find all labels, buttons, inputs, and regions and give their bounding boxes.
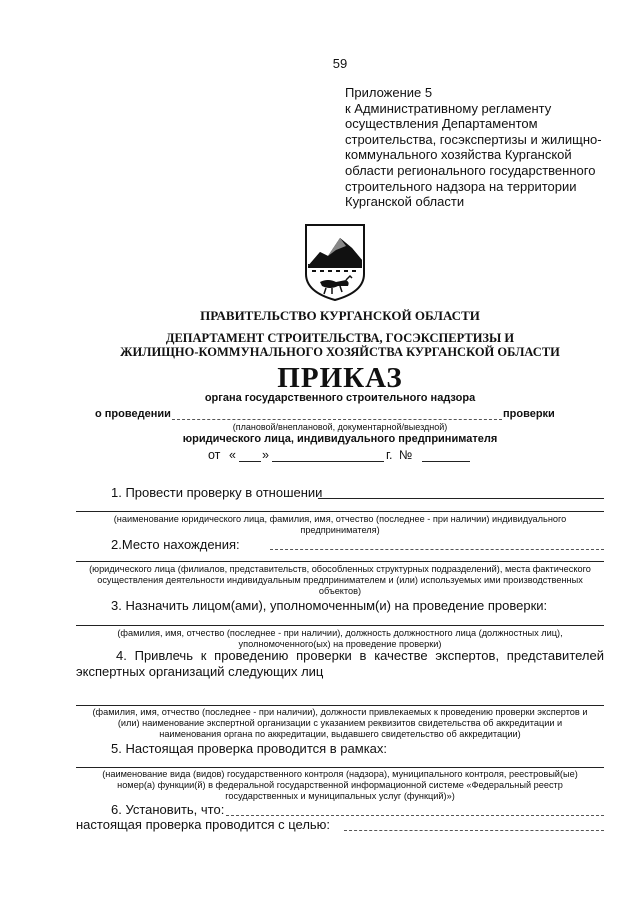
item-3-text: 3. Назначить лицом(ами), уполномоченным(и) на проведение проверки: [111,598,548,613]
caption-line: предпринимателя) [300,525,380,535]
item-4-text-line2: экспертных организаций следующих лиц [76,664,324,679]
government-name: ПРАВИТЕЛЬСТВО КУРГАНСКОЙ ОБЛАСТИ [200,308,480,323]
item-4-caption [76,707,604,740]
date-open-quote: « [229,448,236,462]
document-subtitle: органа государственного строительного надзора [204,392,476,404]
caption-line: государственных и муниципальных услуг (функций)») [225,791,455,801]
appendix-line: области регионального государственного [345,162,596,178]
item-2-field-line[interactable] [76,561,604,562]
year-suffix: г. [386,448,393,462]
department-line: ЖИЛИЩНО-КОММУНАЛЬНОГО ХОЗЯЙСТВА КУРГАНСКОЙ ОБЛАСТИ [120,345,560,359]
item-3-caption [76,628,604,650]
subject-line: юридического лица, индивидуального предпринимателя [182,433,498,445]
caption-line: (фамилия, имя, отчество (последнее - при наличии), должность должностного лица (должностных лиц), [117,628,563,638]
caption-line: уполномоченного(ых) на проведение проверки) [238,639,442,649]
day-field[interactable] [239,461,261,462]
item-3-field-line[interactable] [76,625,604,626]
item-2-text: 2.Место нахождения: [111,537,240,552]
appendix-line: к Административному регламенту [345,100,552,116]
check-type-hint: (плановой/внеплановой, документарной/выездной) [232,422,448,432]
caption-line: (наименование вида (видов) государственного контроля (надзора), муниципального контроля, реестровый(ые) [102,769,578,779]
caption-line: (фамилия, имя, отчество (последнее - при наличии), должности привлекаемых к проведению проверки экспертов и [92,707,588,717]
appendix-line: строительства, госэкспертизы и жилищно- [345,131,602,147]
caption-line: (или) наименование экспертной организации с указанием реквизитов свидетельства об аккредитации и [117,718,563,728]
appendix-line: коммунального хозяйства Курганской [345,147,572,163]
number-sign: № [399,448,413,462]
order-number-field[interactable] [422,461,470,462]
item-6-field[interactable] [226,815,604,816]
item-5-field-line[interactable] [76,767,604,768]
item-6-goal: настоящая проверка проводится с целью: [76,817,331,832]
item-6-goal-field[interactable] [344,830,604,831]
caption-line: объектов) [318,586,362,596]
item-4-field-line[interactable] [76,705,604,706]
about-prefix: о проведении [95,408,171,420]
item-1-field[interactable] [318,498,604,499]
about-suffix: проверки [503,408,555,420]
caption-line: номер(а) функции(й) в федеральной государственной информационной системе «Федеральный реестр [117,780,563,790]
month-year-field[interactable] [272,461,384,462]
item-2-field[interactable] [270,549,604,550]
date-number-row [208,448,508,464]
date-close-quote: » [262,448,269,462]
appendix-line: Приложение 5 [345,85,433,100]
item-5-text: 5. Настоящая проверка проводится в рамках: [111,741,388,756]
item-5-caption [76,769,604,802]
coat-of-arms-icon [302,222,368,302]
caption-line: наименования органа по аккредитации, выдавшего свидетельство об аккредитации) [159,729,521,739]
department-name [90,331,590,359]
caption-line: (юридического лица (филиалов, представительств, обособленных структурных подразделений), места фактического [89,564,591,574]
page-number: 59 [332,56,348,71]
item-6-text: 6. Установить, что: [111,802,225,817]
item-2-caption [76,564,604,597]
caption-line: осуществления деятельности индивидуальным предпринимателем и (или) используемых ими производственных [97,575,583,585]
item-1-text: 1. Провести проверку в отношении [111,485,323,500]
item-1-field-line[interactable] [76,511,604,512]
department-line: ДЕПАРТАМЕНТ СТРОИТЕЛЬСТВА, ГОСЭКСПЕРТИЗЫ И [165,331,515,345]
check-type-field[interactable] [172,419,502,420]
caption-line: (наименование юридического лица, фамилия, имя, отчество (последнее - при наличии) индивидуального [113,514,567,524]
item-4-text-line1: 4. Привлечь к проведению проверки в качестве экспертов, представителей [116,648,604,663]
appendix-line: осуществления Департаментом [345,116,538,132]
appendix-line: Курганской области [345,194,465,210]
item-1-caption [76,514,604,536]
date-from-label: от [208,448,221,462]
appendix-line: строительного надзора на территории [345,178,577,194]
document-title: ПРИКАЗ [277,362,403,394]
appendix-note [345,85,615,210]
